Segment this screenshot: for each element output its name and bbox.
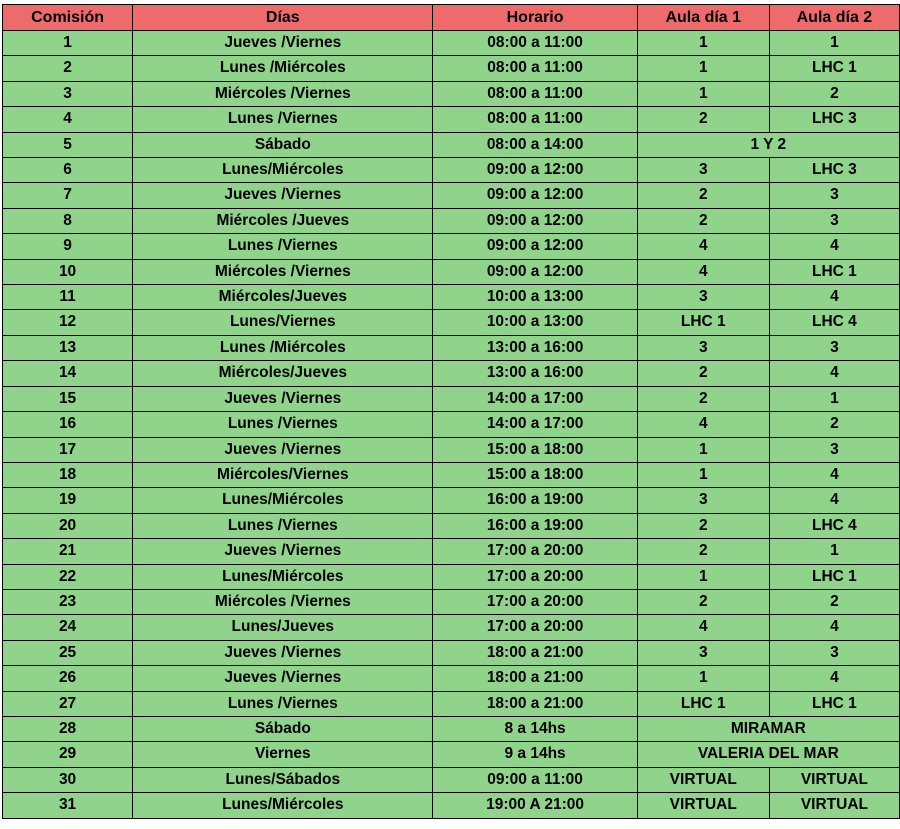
table-row: [3, 640, 900, 665]
cell-aula-dia-1: 1: [637, 437, 769, 462]
table-header: [3, 5, 900, 31]
table-row: [3, 81, 900, 106]
cell-dias: Lunes/Sábados: [133, 767, 433, 792]
cell-aula-dia-2: 3: [769, 335, 899, 360]
table-row: [3, 462, 900, 487]
table-row: [3, 589, 900, 614]
cell-horario: 08:00 a 11:00: [433, 56, 637, 81]
cell-dias: Lunes/Miércoles: [133, 564, 433, 589]
table-row: [3, 716, 900, 741]
cell-horario: 19:00 A 21:00: [433, 793, 637, 818]
cell-aula-dia-2: LHC 1: [769, 259, 899, 284]
table-row: [3, 310, 900, 335]
cell-horario: 09:00 a 11:00: [433, 767, 637, 792]
cell-aula-dia-2: LHC 1: [769, 564, 899, 589]
cell-comision: 3: [3, 81, 133, 106]
cell-aula-dia-2: 4: [769, 361, 899, 386]
cell-aula-dia-2: 4: [769, 615, 899, 640]
cell-dias: Lunes/Miércoles: [133, 158, 433, 183]
table-row: [3, 666, 900, 691]
cell-comision: 10: [3, 259, 133, 284]
table-row: [3, 335, 900, 360]
cell-aula-dia-1: 3: [637, 285, 769, 310]
cell-comision: 5: [3, 132, 133, 157]
cell-aula-dia-2: LHC 1: [769, 691, 899, 716]
table-row: [3, 132, 900, 157]
cell-dias: Viernes: [133, 742, 433, 767]
cell-dias: Jueves /Viernes: [133, 539, 433, 564]
cell-horario: 08:00 a 14:00: [433, 132, 637, 157]
cell-comision: 2: [3, 56, 133, 81]
table-row: [3, 183, 900, 208]
cell-aula-dia-1: VIRTUAL: [637, 767, 769, 792]
cell-dias: Lunes/Miércoles: [133, 488, 433, 513]
cell-comision: 15: [3, 386, 133, 411]
cell-aula-merged: 1 Y 2: [637, 132, 899, 157]
cell-comision: 16: [3, 412, 133, 437]
table-row: [3, 615, 900, 640]
cell-aula-dia-1: 2: [637, 183, 769, 208]
cell-aula-dia-2: 4: [769, 666, 899, 691]
table-row: [3, 386, 900, 411]
cell-comision: 24: [3, 615, 133, 640]
cell-aula-dia-2: 1: [769, 539, 899, 564]
cell-dias: Lunes/Miércoles: [133, 793, 433, 818]
table-row: [3, 767, 900, 792]
cell-horario: 18:00 a 21:00: [433, 640, 637, 665]
cell-dias: Lunes /Viernes: [133, 513, 433, 538]
cell-horario: 09:00 a 12:00: [433, 158, 637, 183]
table-row: [3, 539, 900, 564]
cell-horario: 09:00 a 12:00: [433, 259, 637, 284]
cell-aula-dia-1: LHC 1: [637, 691, 769, 716]
cell-aula-dia-2: VIRTUAL: [769, 767, 899, 792]
cell-dias: Lunes /Miércoles: [133, 335, 433, 360]
cell-dias: Miércoles/Jueves: [133, 285, 433, 310]
cell-dias: Sábado: [133, 716, 433, 741]
cell-comision: 20: [3, 513, 133, 538]
cell-aula-dia-2: LHC 3: [769, 158, 899, 183]
cell-horario: 15:00 a 18:00: [433, 437, 637, 462]
cell-aula-dia-1: 3: [637, 335, 769, 360]
cell-horario: 08:00 a 11:00: [433, 107, 637, 132]
cell-comision: 31: [3, 793, 133, 818]
table-row: [3, 564, 900, 589]
cell-horario: 14:00 a 17:00: [433, 386, 637, 411]
cell-aula-dia-2: LHC 1: [769, 56, 899, 81]
table-body: [3, 31, 900, 819]
cell-comision: 11: [3, 285, 133, 310]
cell-comision: 27: [3, 691, 133, 716]
cell-comision: 17: [3, 437, 133, 462]
cell-comision: 4: [3, 107, 133, 132]
cell-dias: Miércoles /Viernes: [133, 589, 433, 614]
table-row: [3, 158, 900, 183]
cell-comision: 1: [3, 31, 133, 56]
cell-aula-dia-1: 4: [637, 259, 769, 284]
cell-aula-merged: MIRAMAR: [637, 716, 899, 741]
table-row: [3, 31, 900, 56]
cell-horario: 14:00 a 17:00: [433, 412, 637, 437]
cell-dias: Miércoles /Viernes: [133, 81, 433, 106]
cell-aula-dia-2: LHC 4: [769, 310, 899, 335]
column-header-comision: Comisión: [3, 5, 133, 31]
cell-horario: 15:00 a 18:00: [433, 462, 637, 487]
commissions-schedule-table: [2, 4, 900, 819]
cell-aula-dia-1: 4: [637, 234, 769, 259]
cell-comision: 25: [3, 640, 133, 665]
cell-dias: Lunes /Viernes: [133, 234, 433, 259]
cell-horario: 8 a 14hs: [433, 716, 637, 741]
column-header-dias: Días: [133, 5, 433, 31]
cell-aula-dia-2: 3: [769, 437, 899, 462]
table-row: [3, 691, 900, 716]
cell-aula-dia-1: 1: [637, 462, 769, 487]
cell-horario: 13:00 a 16:00: [433, 361, 637, 386]
cell-horario: 16:00 a 19:00: [433, 488, 637, 513]
table-row: [3, 208, 900, 233]
cell-aula-dia-2: LHC 4: [769, 513, 899, 538]
cell-horario: 09:00 a 12:00: [433, 208, 637, 233]
cell-dias: Miércoles/Jueves: [133, 361, 433, 386]
cell-aula-dia-1: 3: [637, 158, 769, 183]
cell-horario: 18:00 a 21:00: [433, 691, 637, 716]
cell-aula-dia-2: 1: [769, 31, 899, 56]
table-row: [3, 234, 900, 259]
cell-horario: 10:00 a 13:00: [433, 285, 637, 310]
cell-horario: 10:00 a 13:00: [433, 310, 637, 335]
cell-dias: Lunes /Miércoles: [133, 56, 433, 81]
cell-aula-dia-2: VIRTUAL: [769, 793, 899, 818]
table-row: [3, 259, 900, 284]
cell-aula-dia-1: 3: [637, 488, 769, 513]
table-row: [3, 412, 900, 437]
table-row: [3, 793, 900, 818]
table-row: [3, 437, 900, 462]
cell-aula-dia-1: 4: [637, 412, 769, 437]
table-row: [3, 285, 900, 310]
cell-aula-dia-1: 2: [637, 513, 769, 538]
cell-aula-dia-2: 3: [769, 183, 899, 208]
cell-dias: Lunes /Viernes: [133, 412, 433, 437]
table-row: [3, 742, 900, 767]
cell-horario: 08:00 a 11:00: [433, 81, 637, 106]
cell-dias: Miércoles /Jueves: [133, 208, 433, 233]
cell-comision: 12: [3, 310, 133, 335]
cell-comision: 9: [3, 234, 133, 259]
cell-aula-dia-1: 4: [637, 615, 769, 640]
cell-comision: 22: [3, 564, 133, 589]
cell-aula-dia-2: 4: [769, 234, 899, 259]
cell-dias: Lunes/Viernes: [133, 310, 433, 335]
cell-horario: 08:00 a 11:00: [433, 31, 637, 56]
cell-aula-dia-2: 2: [769, 412, 899, 437]
cell-aula-dia-1: VIRTUAL: [637, 793, 769, 818]
table-row: [3, 56, 900, 81]
cell-horario: 18:00 a 21:00: [433, 666, 637, 691]
cell-dias: Jueves /Viernes: [133, 386, 433, 411]
cell-comision: 6: [3, 158, 133, 183]
cell-comision: 14: [3, 361, 133, 386]
cell-dias: Jueves /Viernes: [133, 183, 433, 208]
cell-aula-dia-1: LHC 1: [637, 310, 769, 335]
cell-aula-dia-2: 3: [769, 208, 899, 233]
cell-comision: 19: [3, 488, 133, 513]
cell-comision: 29: [3, 742, 133, 767]
column-header-aula-dia-1: Aula día 1: [637, 5, 769, 31]
cell-aula-dia-2: 1: [769, 386, 899, 411]
cell-dias: Lunes /Viernes: [133, 691, 433, 716]
column-header-horario: Horario: [433, 5, 637, 31]
cell-aula-dia-1: 1: [637, 564, 769, 589]
cell-aula-dia-2: 2: [769, 589, 899, 614]
cell-dias: Jueves /Viernes: [133, 666, 433, 691]
cell-comision: 30: [3, 767, 133, 792]
cell-comision: 21: [3, 539, 133, 564]
cell-aula-dia-1: 1: [637, 31, 769, 56]
cell-aula-dia-1: 2: [637, 589, 769, 614]
cell-horario: 09:00 a 12:00: [433, 234, 637, 259]
cell-aula-dia-2: 4: [769, 462, 899, 487]
cell-aula-dia-1: 1: [637, 81, 769, 106]
cell-aula-dia-2: 4: [769, 488, 899, 513]
cell-horario: 09:00 a 12:00: [433, 183, 637, 208]
cell-comision: 18: [3, 462, 133, 487]
table-row: [3, 107, 900, 132]
table-row: [3, 361, 900, 386]
cell-dias: Sábado: [133, 132, 433, 157]
cell-aula-dia-2: LHC 3: [769, 107, 899, 132]
cell-horario: 9 a 14hs: [433, 742, 637, 767]
cell-horario: 17:00 a 20:00: [433, 539, 637, 564]
cell-comision: 8: [3, 208, 133, 233]
header-row: [3, 5, 900, 31]
cell-aula-dia-1: 2: [637, 539, 769, 564]
cell-dias: Jueves /Viernes: [133, 640, 433, 665]
cell-aula-dia-1: 1: [637, 666, 769, 691]
cell-horario: 17:00 a 20:00: [433, 589, 637, 614]
cell-dias: Miércoles/Viernes: [133, 462, 433, 487]
cell-horario: 16:00 a 19:00: [433, 513, 637, 538]
cell-comision: 13: [3, 335, 133, 360]
cell-dias: Lunes/Jueves: [133, 615, 433, 640]
cell-aula-dia-1: 3: [637, 640, 769, 665]
cell-aula-dia-2: 2: [769, 81, 899, 106]
cell-aula-dia-2: 3: [769, 640, 899, 665]
cell-aula-dia-1: 1: [637, 56, 769, 81]
cell-dias: Lunes /Viernes: [133, 107, 433, 132]
table-row: [3, 513, 900, 538]
cell-aula-dia-1: 2: [637, 208, 769, 233]
cell-aula-dia-1: 2: [637, 386, 769, 411]
cell-horario: 13:00 a 16:00: [433, 335, 637, 360]
cell-dias: Miércoles /Viernes: [133, 259, 433, 284]
column-header-aula-dia-2: Aula día 2: [769, 5, 899, 31]
cell-comision: 26: [3, 666, 133, 691]
table-row: [3, 488, 900, 513]
cell-horario: 17:00 a 20:00: [433, 564, 637, 589]
cell-aula-merged: VALERIA DEL MAR: [637, 742, 899, 767]
cell-dias: Jueves /Viernes: [133, 31, 433, 56]
cell-comision: 23: [3, 589, 133, 614]
cell-dias: Jueves /Viernes: [133, 437, 433, 462]
cell-horario: 17:00 a 20:00: [433, 615, 637, 640]
cell-aula-dia-1: 2: [637, 361, 769, 386]
cell-comision: 28: [3, 716, 133, 741]
cell-aula-dia-1: 2: [637, 107, 769, 132]
cell-comision: 7: [3, 183, 133, 208]
cell-aula-dia-2: 4: [769, 285, 899, 310]
